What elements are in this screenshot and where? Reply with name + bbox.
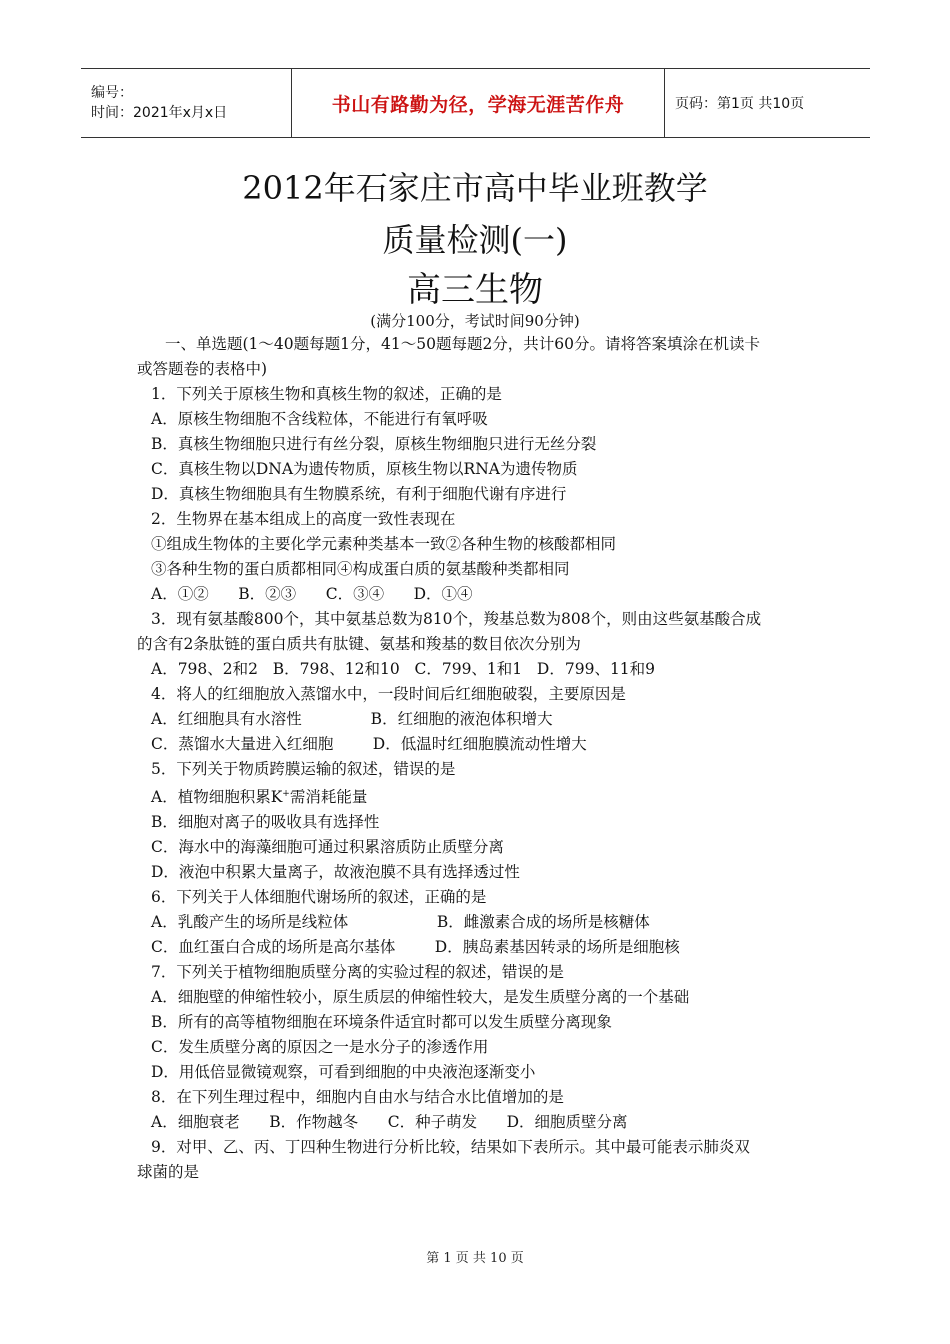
q5-option-c: C．海水中的海藻细胞可通过积累溶质防止质壁分离 (151, 838, 504, 857)
doc-title-line3: 高三生物 (407, 270, 543, 310)
question-8: 8．在下列生理过程中，细胞内自由水与结合水比值增加的是 (151, 1088, 564, 1107)
q2-statements-2: ③各种生物的蛋白质都相同④构成蛋白质的氨基酸种类都相同 (151, 560, 570, 578)
q5-option-a (137, 782, 827, 810)
q5-option-d: D．液泡中积累大量离子，故液泡膜不具有选择透过性 (151, 863, 520, 882)
question-3: 3．现有氨基酸800个，其中氨基总数为810个，羧基总数为808个，则由这些氨基酸合成 (151, 610, 762, 628)
exam-body (137, 332, 827, 1185)
q4-options-ab: A．红细胞具有水溶性 B．红细胞的液泡体积增大 (151, 710, 553, 728)
question-2: 2．生物界在基本组成上的高度一致性表现在 (151, 510, 456, 528)
section-intro-cont: 或答题卷的表格中) (137, 360, 268, 378)
question-6: 6．下列关于人体细胞代谢场所的叙述，正确的是 (151, 888, 487, 907)
doc-title-line1: 2012年石家庄市高中毕业班教学 (242, 169, 708, 207)
q2-statements-1: ①组成生物体的主要化学元素种类基本一致②各种生物的核酸都相同 (151, 535, 617, 553)
document-header (81, 68, 870, 138)
q3-options: A．798、2和2 B．798、12和10 C．799、1和1 D．799、11和9 (151, 660, 656, 678)
q5-option-a-tail: 需消耗能量 (289, 788, 368, 807)
motto-text: 书山有路勤为径，学海无涯苦作舟 (331, 93, 625, 116)
question-9: 9．对甲、乙、丙、丁四种生物进行分析比较，结果如下表所示。其中最可能表示肺炎双 (151, 1138, 750, 1157)
q7-option-a: A．细胞壁的伸缩性较小，原生质层的伸缩性较大，是发生质壁分离的一个基础 (151, 988, 690, 1007)
question-3-cont: 的含有2条肽链的蛋白质共有肽键、氨基和羧基的数目依次分别为 (137, 635, 581, 653)
q7-option-c: C．发生质壁分离的原因之一是水分子的渗透作用 (151, 1038, 489, 1057)
question-1: 1．下列关于原核生物和真核生物的叙述，正确的是 (151, 385, 502, 403)
doc-subtitle: (满分100分，考试时间90分钟) (370, 312, 580, 330)
q7-option-b: B．所有的高等植物细胞在环境条件适宜时都可以发生质壁分离现象 (151, 1013, 612, 1032)
q6-options-cd: C．血红蛋白合成的场所是高尔基体 D．胰岛素基因转录的场所是细胞核 (151, 938, 680, 957)
q8-options: A．细胞衰老 B．作物越冬 C．种子萌发 D．细胞质壁分离 (151, 1113, 628, 1132)
page-info-text: 页码：第1页 共10页 (675, 96, 805, 112)
time-label: 时间：2021年x月x日 (91, 105, 228, 121)
section-intro: 一、单选题(1～40题每题1分，41～50题每题2分，共计60分。请将答案填涂在机读卡 (165, 335, 761, 353)
q4-options-cd: C．蒸馏水大量进入红细胞 D．低温时红细胞膜流动性增大 (151, 735, 587, 753)
header-motto (291, 69, 665, 137)
header-meta (81, 69, 291, 137)
q1-option-d: D．真核生物细胞具有生物膜系统，有利于细胞代谢有序进行 (151, 485, 567, 503)
page-footer: 第 1 页 共 10 页 (426, 1251, 524, 1266)
header-page-info (665, 69, 870, 137)
q1-option-c: C．真核生物以DNA为遗传物质，原核生物以RNA为遗传物质 (151, 460, 578, 478)
q5-option-b: B．细胞对离子的吸收具有选择性 (151, 813, 380, 832)
potassium-charge: + (282, 789, 290, 799)
q1-option-b: B．真核生物细胞只进行有丝分裂，原核生物细胞只进行无丝分裂 (151, 435, 597, 453)
q6-options-ab: A．乳酸产生的场所是线粒体 B．雌激素合成的场所是核糖体 (151, 913, 650, 932)
doc-title-line2: 质量检测(一) (382, 221, 568, 259)
q5-option-a-text: A．植物细胞积累K (151, 788, 283, 807)
question-5: 5．下列关于物质跨膜运输的叙述，错误的是 (151, 760, 456, 778)
q1-option-a: A．原核生物细胞不含线粒体，不能进行有氧呼吸 (151, 410, 488, 428)
code-label: 编号： (91, 85, 133, 101)
question-4: 4．将人的红细胞放入蒸馏水中，一段时间后红细胞破裂，主要原因是 (151, 685, 626, 703)
question-9-cont: 球菌的是 (137, 1163, 200, 1182)
q7-option-d: D．用低倍显微镜观察，可看到细胞的中央液泡逐渐变小 (151, 1063, 536, 1082)
q2-options: A．①② B．②③ C．③④ D．①④ (151, 585, 473, 603)
question-7: 7．下列关于植物细胞质壁分离的实验过程的叙述，错误的是 (151, 963, 564, 982)
